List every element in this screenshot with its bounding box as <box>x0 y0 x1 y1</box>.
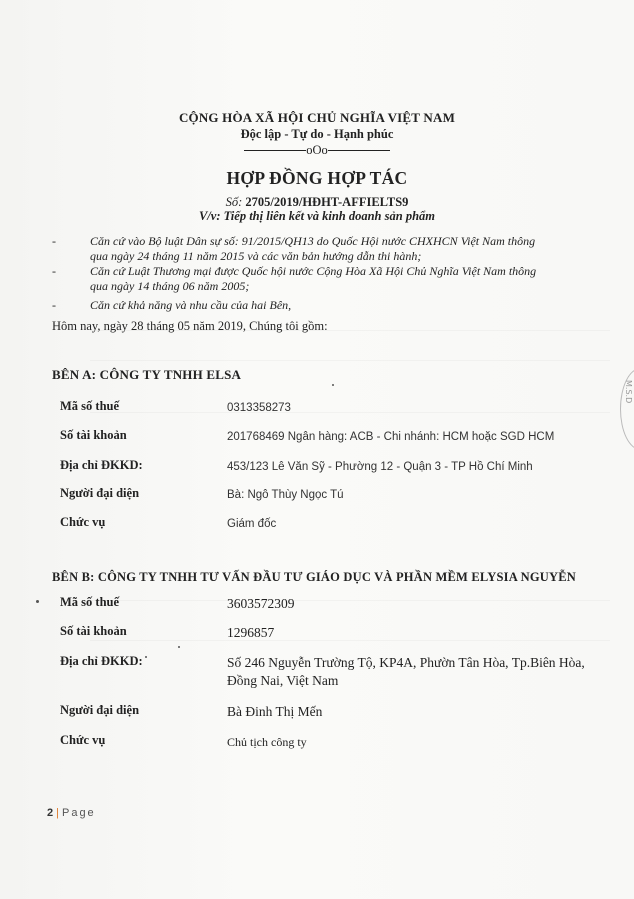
basis-line: qua ngày 24 tháng 11 năm 2015 và các văn bản hướng dẫn thi hành; <box>90 249 422 263</box>
basis-line: Căn cứ vào Bộ luật Dân sự số: 91/2015/QH13 do Quốc Hội nước CHXHCN Việt Nam thông <box>90 234 536 248</box>
bullet-dash: - <box>52 298 56 312</box>
scan-speck <box>145 656 147 658</box>
field-value: Chủ tịch công ty <box>227 735 307 749</box>
field-value: 201768469 Ngân hàng: ACB - Chi nhánh: HCM hoặc SGD HCM <box>227 431 555 443</box>
contract-number-label: Số: <box>225 195 243 209</box>
basis-line: Căn cứ Luật Thương mại được Quốc hội nước Cộng Hòa Xã Hội Chủ Nghĩa Việt Nam thông <box>90 264 537 278</box>
field-label: Địa chỉ ĐKKD: <box>60 654 143 668</box>
subject-text: Tiếp thị liên kết và kinh doanh sản phẩm <box>223 209 436 223</box>
field-value: Giám đốc <box>227 518 277 530</box>
field-value: Bà: Ngô Thùy Ngọc Tú <box>227 489 344 501</box>
contract-subject <box>0 209 634 224</box>
field-label: Địa chỉ ĐKKD: <box>60 458 143 472</box>
field-value: Bà Đinh Thị Mến <box>227 704 323 719</box>
field-label: Chức vụ <box>60 733 106 747</box>
party-b-heading: BÊN B: CÔNG TY TNHH TƯ VẤN ĐẦU TƯ GIÁO DỤC VÀ PHẦN MỀM ELYSIA NGUYỄN <box>52 570 576 584</box>
scan-speck <box>178 646 180 648</box>
basis-line: Căn cứ khả năng và nhu cầu của hai Bên, <box>90 298 292 312</box>
scan-speck <box>36 600 39 603</box>
contract-title: HỢP ĐỒNG HỢP TÁC <box>226 168 408 188</box>
party-a-heading: BÊN A: CÔNG TY TNHH ELSA <box>52 367 242 382</box>
field-label: Người đại diện <box>60 486 140 500</box>
page-footer <box>47 807 96 819</box>
motto: Độc lập - Tự do - Hạnh phúc <box>240 127 394 141</box>
field-label: Mã số thuế <box>60 595 120 609</box>
field-value: 453/123 Lê Văn Sỹ - Phường 12 - Quận 3 - TP Hồ Chí Minh <box>227 461 533 473</box>
field-value: Số 246 Nguyễn Trường Tộ, KP4A, Phườn Tân Hòa, Tp.Biên Hòa, Đồng Nai, Việt Nam <box>227 655 585 688</box>
field-label: Mã số thuế <box>60 399 120 413</box>
basis-item <box>52 298 592 313</box>
scan-speck <box>332 384 334 386</box>
ornament-rule-left <box>244 150 306 151</box>
field-value: 1296857 <box>227 625 275 640</box>
nation-heading: CỘNG HÒA XÃ HỘI CHỦ NGHĨA VIỆT NAM <box>178 110 456 125</box>
stamp-text: M.S.D <box>624 380 633 404</box>
basis-item <box>52 234 592 264</box>
ornament-line <box>0 143 634 158</box>
basis-line: qua ngày 14 tháng 06 năm 2005; <box>90 279 250 293</box>
field-value: 0313358273 <box>227 402 291 414</box>
field-value: 3603572309 <box>227 596 295 611</box>
ornament-rule-right <box>328 150 390 151</box>
bullet-dash: - <box>52 264 56 278</box>
footer-separator: | <box>56 807 59 819</box>
field-label: Chức vụ <box>60 515 106 529</box>
contract-number-value: 2705/2019/HĐHT-AFFIELTS9 <box>245 195 409 209</box>
field-label: Số tài khoản <box>60 428 127 442</box>
contract-number <box>0 195 634 210</box>
subject-prefix: V/v: <box>198 209 221 223</box>
bullet-dash: - <box>52 234 56 248</box>
intro-text: Hôm nay, ngày 28 tháng 05 năm 2019, Chúng tôi gồm: <box>52 319 328 333</box>
field-label: Người đại diện <box>60 703 140 717</box>
basis-item <box>52 264 592 294</box>
page-number: 2 <box>47 807 54 819</box>
ornament-text: oOo <box>306 143 328 157</box>
page-word: Page <box>61 807 96 819</box>
field-label: Số tài khoản <box>60 624 127 638</box>
